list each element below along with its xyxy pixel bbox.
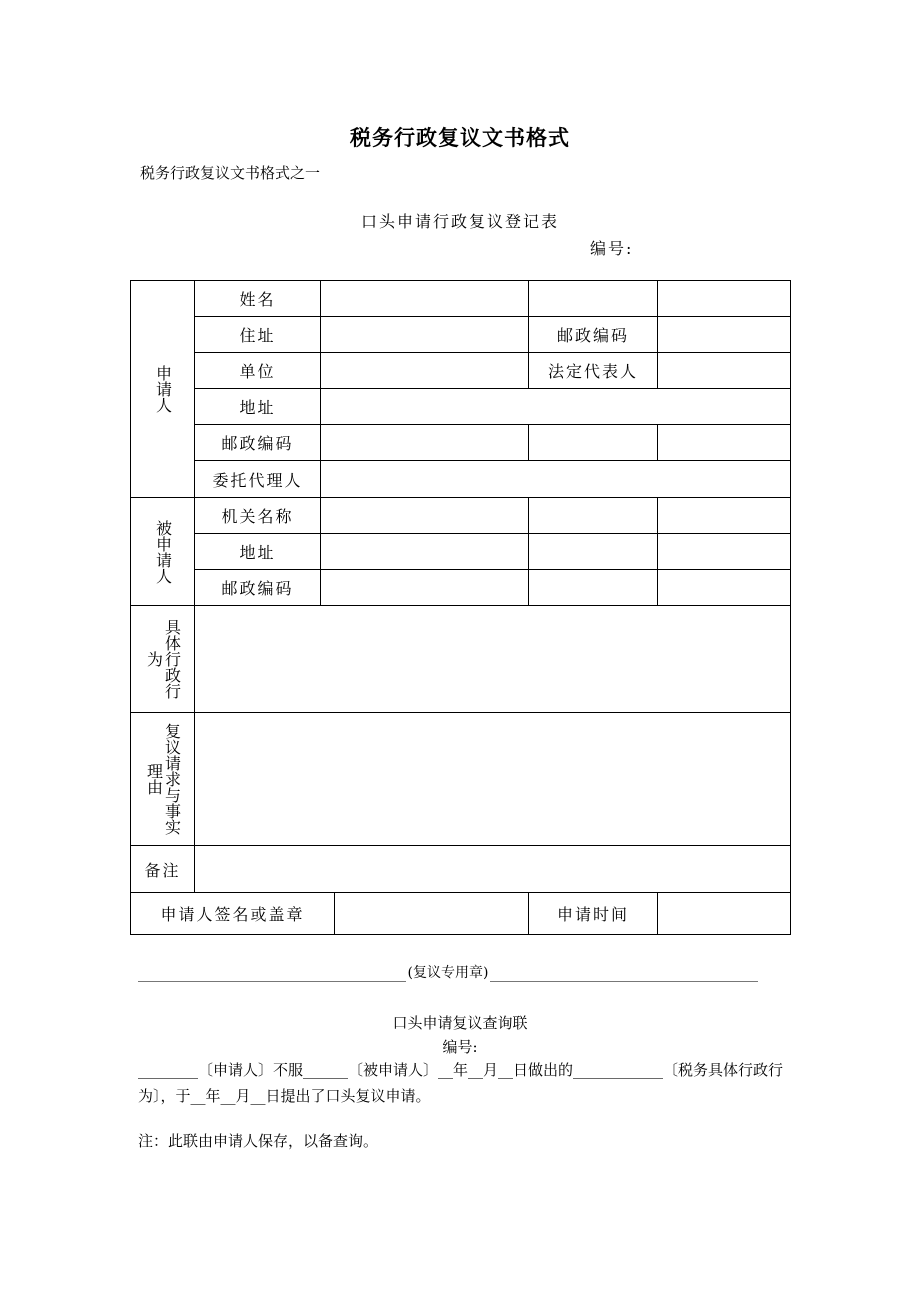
respondent-postal-code-field[interactable] [321, 570, 529, 606]
admin-action-field[interactable] [195, 606, 791, 713]
query-title: 口头申请复议查询联 [392, 1014, 528, 1032]
respondent-group-text: 被申请人 [153, 519, 173, 584]
respondent-postal-extra-field[interactable] [529, 570, 658, 606]
request-label-text [145, 722, 181, 837]
signature-label: 申请人签名或盖章 [131, 893, 335, 935]
subtitle: 税务行政复议文书格式之一 [140, 164, 321, 182]
respondent-postal-extra-field-2[interactable] [658, 570, 791, 606]
name-field[interactable] [321, 281, 529, 317]
agency-name-field[interactable] [321, 498, 529, 534]
applicant-group-label [131, 281, 195, 498]
form-title: 口头申请行政复议登记表 [360, 212, 559, 231]
remarks-label: 备注 [131, 846, 195, 893]
unit-address-label: 地址 [195, 389, 321, 425]
request-label-line2: 实理由 [144, 763, 182, 835]
request-field[interactable] [195, 713, 791, 846]
admin-action-label-line2: 行为 [144, 651, 182, 699]
seal-text: (复议专用章) [407, 965, 489, 981]
agency-extra-field[interactable] [529, 498, 658, 534]
name-extra-field[interactable] [529, 281, 658, 317]
agency-name-label: 机关名称 [195, 498, 321, 534]
respondent-address-label: 地址 [195, 534, 321, 570]
agent-field[interactable] [321, 461, 791, 498]
remarks-field[interactable] [195, 846, 791, 893]
unit-postal-code-field[interactable] [321, 425, 529, 461]
applicant-group-text: 申请人 [153, 365, 173, 413]
respondent-address-extra-field-2[interactable] [658, 534, 791, 570]
seal-line [138, 962, 758, 982]
agent-label: 委托代理人 [195, 461, 321, 498]
form-number-label: 编号: [590, 239, 634, 258]
respondent-postal-code-label: 邮政编码 [195, 570, 321, 606]
unit-label: 单位 [195, 353, 321, 389]
unit-field[interactable] [321, 353, 529, 389]
request-label-line1: 复议请求与事 [162, 723, 182, 819]
signature-field[interactable] [335, 893, 529, 935]
admin-action-label-text [145, 619, 181, 699]
address-label: 住址 [195, 317, 321, 353]
respondent-address-field[interactable] [321, 534, 529, 570]
legal-rep-field[interactable] [658, 353, 791, 389]
legal-rep-label: 法定代表人 [529, 353, 658, 389]
address-field[interactable] [321, 317, 529, 353]
postal-code-field[interactable] [658, 317, 791, 353]
request-label [131, 713, 195, 846]
registration-table [130, 280, 791, 935]
admin-action-label [131, 606, 195, 713]
unit-postal-code-label: 邮政编码 [195, 425, 321, 461]
admin-action-label-line1: 具体行政 [162, 619, 182, 683]
query-body: ________〔申请人〕不服______〔被申请人〕__年__月__日做出的____________〔税务具体行政行为〕，于__年__月__日提出了口头复议申请。 [138, 1061, 784, 1105]
apply-time-field[interactable] [658, 893, 791, 935]
unit-postal-extra-field-2[interactable] [658, 425, 791, 461]
agency-extra-field-2[interactable] [658, 498, 791, 534]
name-label: 姓名 [195, 281, 321, 317]
query-number-label: 编号: [442, 1038, 478, 1056]
postal-code-label: 邮政编码 [529, 317, 658, 353]
name-extra-field-2[interactable] [658, 281, 791, 317]
respondent-group-label [131, 498, 195, 606]
seal-rule-right [490, 967, 758, 982]
query-note: 注：此联由申请人保存，以备查询。 [138, 1132, 379, 1150]
apply-time-label: 申请时间 [529, 893, 658, 935]
seal-rule-left [138, 967, 406, 982]
unit-postal-extra-field[interactable] [529, 425, 658, 461]
respondent-address-extra-field[interactable] [529, 534, 658, 570]
page-title: 税务行政复议文书格式 [350, 126, 570, 150]
unit-address-field[interactable] [321, 389, 791, 425]
